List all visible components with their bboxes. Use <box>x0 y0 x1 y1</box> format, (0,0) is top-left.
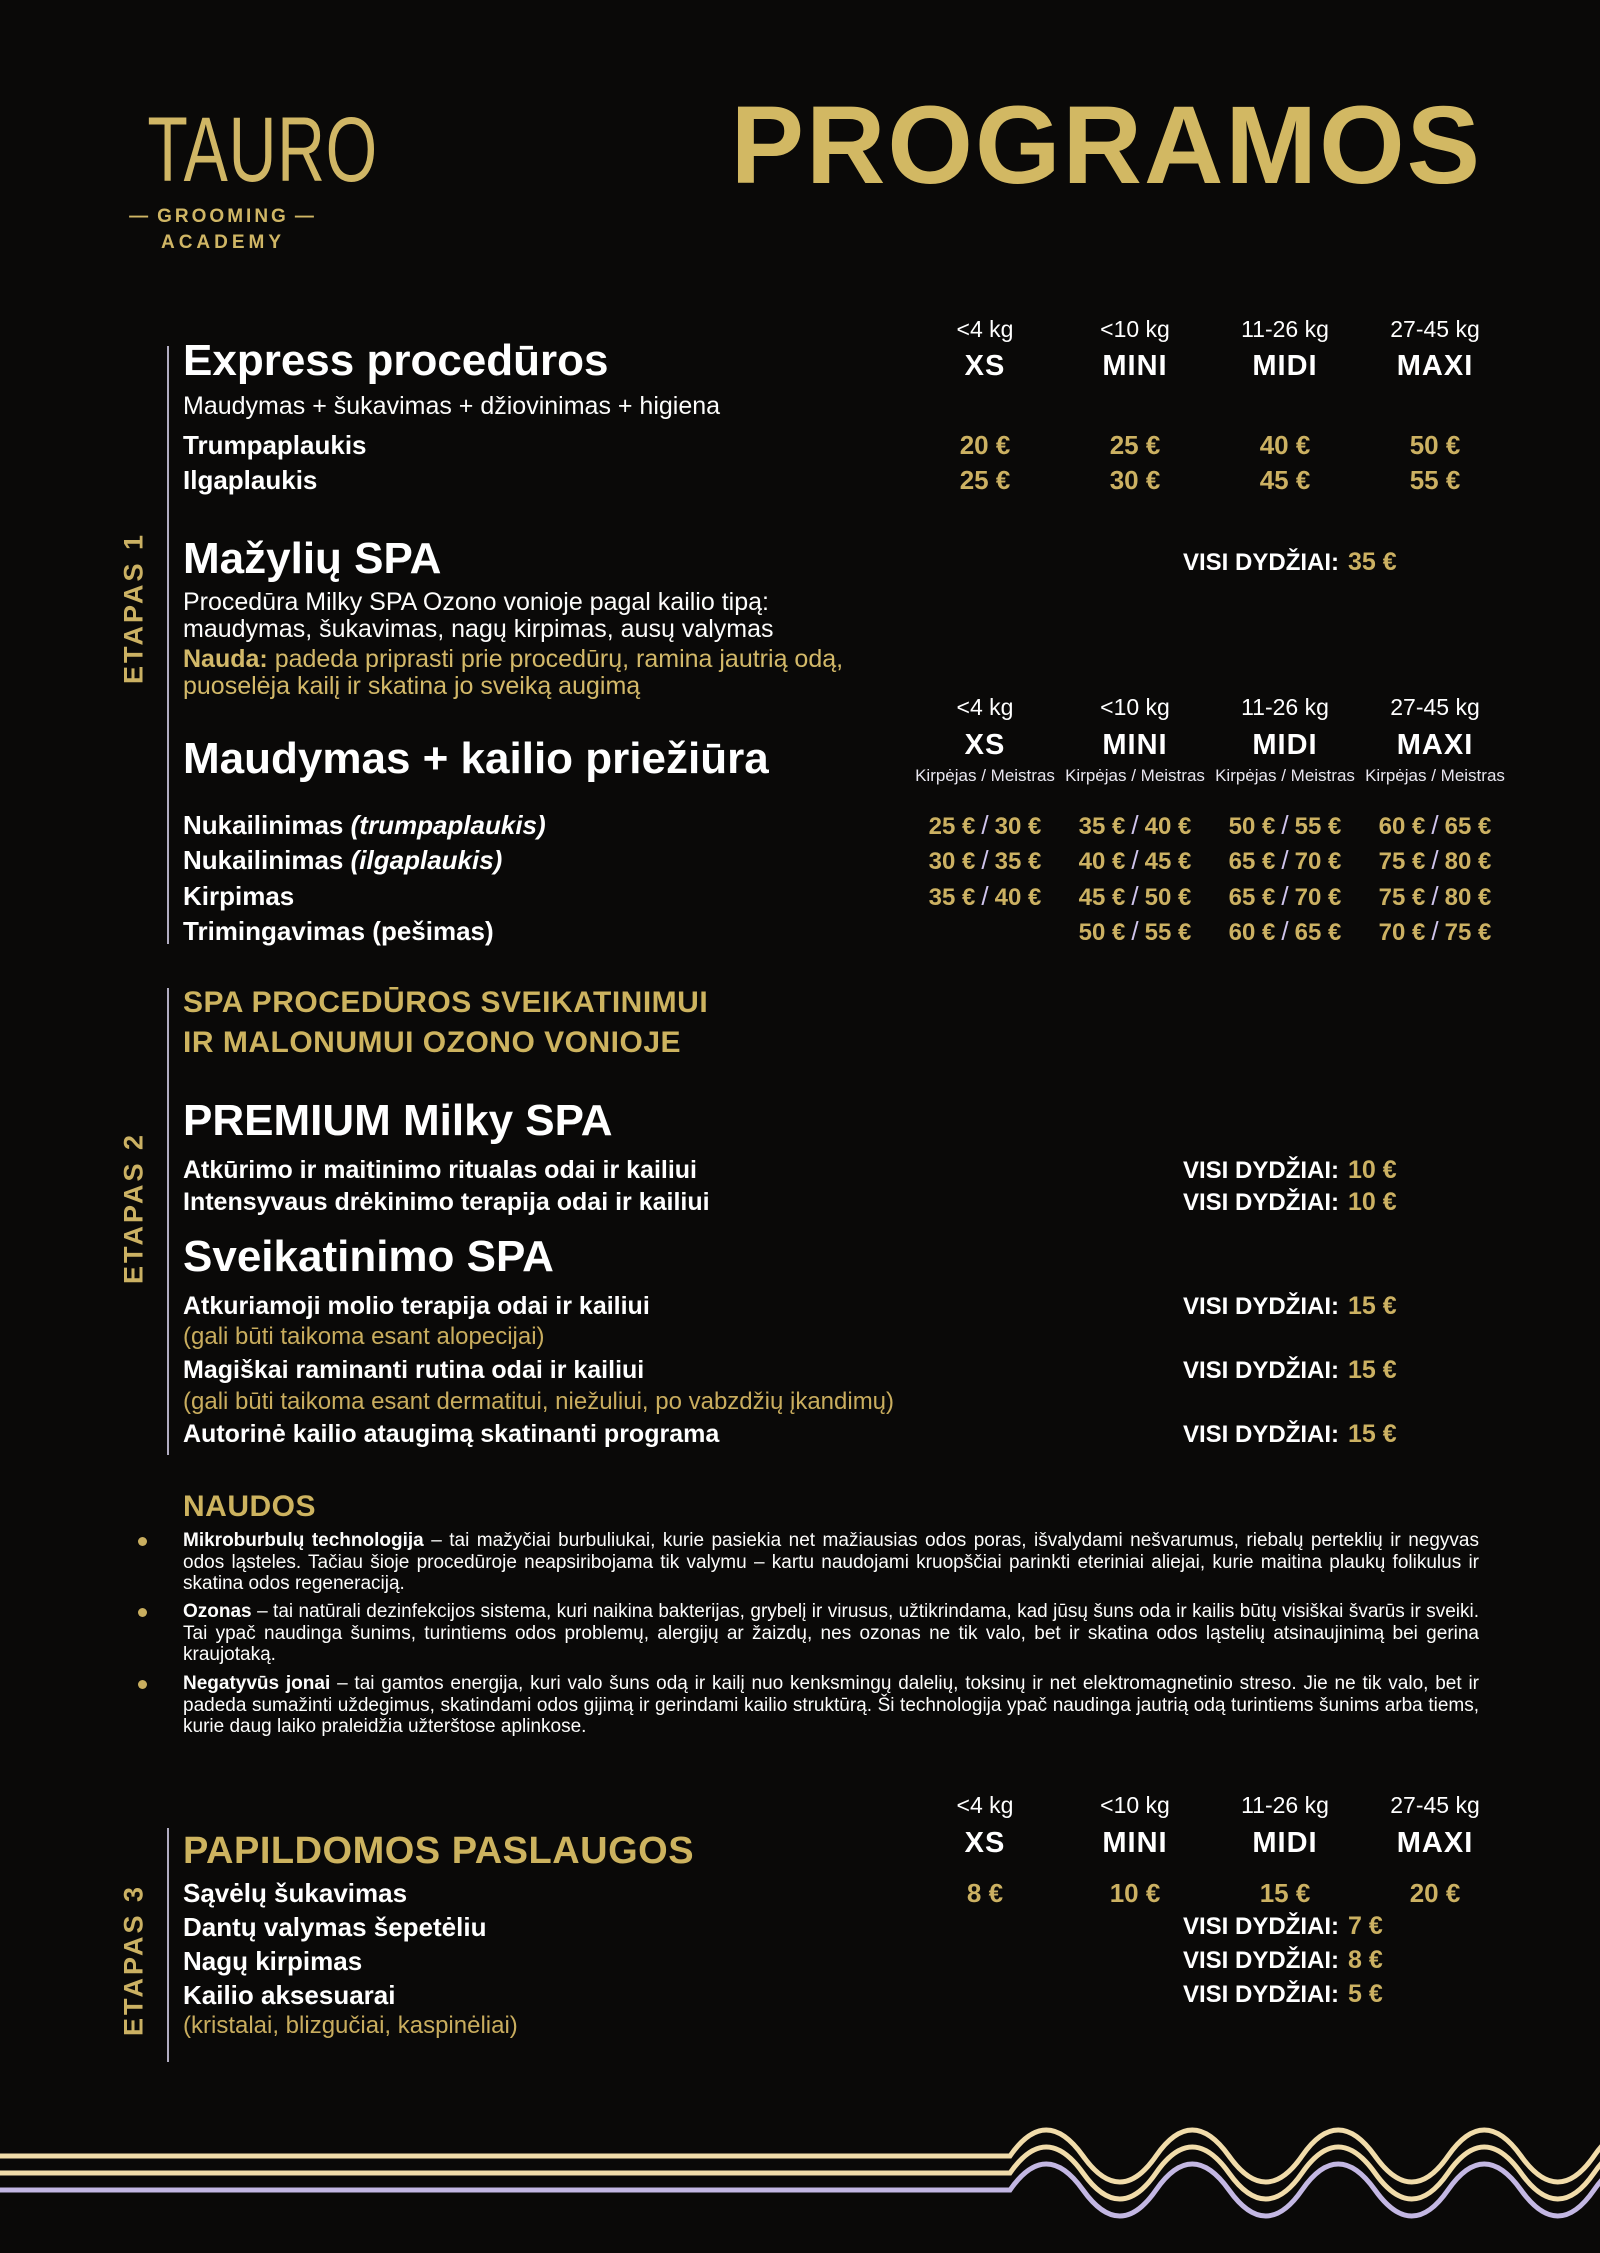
express-title: Express procedūros <box>183 336 609 385</box>
price-pair <box>910 881 1060 912</box>
service-row-label: Sąvėlų šukavimas <box>183 1878 408 1908</box>
price-pair <box>1210 810 1360 841</box>
price-value: 35 € <box>928 884 976 911</box>
health-spa-title: Sveikatinimo SPA <box>183 1232 554 1281</box>
price-pair <box>1360 916 1510 947</box>
price-value: 45 € <box>1144 848 1192 875</box>
price-value: 10 € <box>1348 1156 1397 1184</box>
size-header: MINI <box>1102 1827 1168 1859</box>
bullet-dot <box>138 1680 147 1689</box>
benefit-body: – tai mažyčiai burbuliukai, kurie pasiekia net mažiausias odos poras, išvalydami nešvarumus, riebalų perteklių ir negyvas odos ląsteles. Tačiau šioje procedūroje neapsiribojama tik valymu – kartu naudojami kruopščiai parinkti eteriniai aliejai, kurie maitina plaukų folikulus ir skatina odos regeneraciją. <box>183 1530 1479 1594</box>
price-value: 15 € <box>1348 1292 1397 1320</box>
price-separator: / <box>1281 810 1289 840</box>
page-title: PROGRAMOS <box>730 84 1482 207</box>
brand-logo <box>118 99 378 254</box>
size-header: MAXI <box>1396 350 1474 382</box>
price-separator: / <box>981 845 989 875</box>
price-value: 55 € <box>1409 465 1461 495</box>
all-sizes-label: VISI DYDŽIAI: <box>1183 1293 1340 1320</box>
all-sizes-price <box>1183 548 1397 577</box>
price-value: 70 € <box>1294 884 1342 911</box>
service-name: Nukailinimas <box>183 810 344 840</box>
service-row-label: Dantų valymas šepetėliu <box>183 1912 487 1942</box>
price-value: 40 € <box>1144 813 1192 840</box>
stage-1-label: ETAPAS 1 <box>118 531 149 684</box>
weight-header: <10 kg <box>1100 694 1170 720</box>
price-value: 25 € <box>928 813 976 840</box>
tier-sublabel: Kirpėjas / Meistras <box>1365 766 1505 785</box>
benefit-lead: Negatyvūs jonai <box>183 1673 331 1694</box>
benefit-line: puoselėja kailį ir skatina jo sveiką augimą <box>183 672 641 700</box>
benefit-line <box>183 645 843 674</box>
size-header: XS <box>964 729 1006 761</box>
all-sizes-price <box>1183 1946 1383 1975</box>
service-row-label: Trumpaplaukis <box>183 430 367 460</box>
size-header: MINI <box>1102 350 1168 382</box>
price-value: 35 € <box>1348 548 1397 576</box>
price-value: 65 € <box>1228 848 1276 875</box>
benefit-bullet <box>183 1673 1479 1738</box>
size-header: MAXI <box>1396 729 1474 761</box>
price-value: 7 € <box>1348 1912 1383 1940</box>
price-value: 30 € <box>1109 465 1161 495</box>
price-value: 10 € <box>1109 1878 1161 1908</box>
price-value: 55 € <box>1144 919 1192 946</box>
stage-3-label: ETAPAS 3 <box>118 1883 149 2037</box>
price-pair <box>1210 845 1360 876</box>
price-value: 25 € <box>959 465 1011 495</box>
service-row-label: Intensyvaus drėkinimo terapija odai ir kailiui <box>183 1188 710 1216</box>
price-separator: / <box>1431 810 1439 840</box>
service-note: (trumpaplaukis) <box>350 810 546 840</box>
price-value: 65 € <box>1444 813 1492 840</box>
bullet-dot <box>138 1537 147 1546</box>
price-value: 15 € <box>1348 1356 1397 1384</box>
stage-3-divider-line <box>167 1828 169 2062</box>
dash-decoration: — <box>294 206 317 227</box>
size-header: MINI <box>1102 729 1168 761</box>
price-pair <box>1060 916 1210 947</box>
spa-section-header-line: SPA PROCEDŪROS SVEIKATINIMUI <box>183 986 709 1019</box>
express-size-header-row <box>910 350 1510 383</box>
all-sizes-label: VISI DYDŽIAI: <box>1183 1981 1340 2008</box>
all-sizes-price <box>1183 1292 1397 1321</box>
all-sizes-label: VISI DYDŽIAI: <box>1183 1421 1340 1448</box>
price-value: 40 € <box>994 884 1042 911</box>
weight-header: 11-26 kg <box>1241 694 1329 720</box>
price-value: 15 € <box>1348 1420 1397 1448</box>
price-pair <box>1060 881 1210 912</box>
benefit-bullet <box>183 1601 1479 1666</box>
benefit-lead: Ozonas <box>183 1601 252 1622</box>
care-price-row <box>910 916 1510 947</box>
brand-name: TAURO <box>147 99 378 201</box>
price-separator: / <box>1131 916 1139 946</box>
benefit-body: – tai gamtos energija, kuri valo šuns odą ir kailį nuo kenksmingų dalelių, toksinų ir net elektromagnetinio streso. Jie ne tik valo, bet ir padeda sumažinti uždegimus, skatindami odos gijimą ir gerindami kailio struktūrą. Ši technologija ypač naudinga jautrią odą turintiems šunims arba tiems, kurie daug laiko praleidžia užterštose aplinkose. <box>183 1673 1479 1737</box>
service-note: (ilgaplaukis) <box>350 845 503 875</box>
price-pair <box>1060 845 1210 876</box>
all-sizes-price <box>1183 1156 1397 1185</box>
service-row-label: Autorinė kailio ataugimą skatinanti programa <box>183 1420 720 1448</box>
stage-1-divider-line <box>167 346 169 944</box>
price-pair <box>1210 916 1360 947</box>
price-pair <box>1360 845 1510 876</box>
all-sizes-label: VISI DYDŽIAI: <box>1183 1157 1340 1184</box>
premium-spa-title: PREMIUM Milky SPA <box>183 1096 613 1145</box>
bullet-dot <box>138 1608 147 1617</box>
spa-section-header-line: IR MALONUMUI OZONO VONIOJE <box>183 1026 682 1059</box>
price-value: 35 € <box>994 848 1042 875</box>
express-price-row <box>910 465 1510 496</box>
benefit-bullet <box>183 1530 1479 1595</box>
service-note: (gali būti taikoma esant alopecijai) <box>183 1323 545 1350</box>
price-value: 5 € <box>1348 1980 1383 2008</box>
benefit-body: – tai natūrali dezinfekcijos sistema, kuri naikina bakterijas, grybelį ir virusus, užtikrindama, kad jūsų šuns oda ir kailis būtų visiškai švarūs ir sveiki. Tai ypač naudinga šunims, turintiems odos problemų, alergijų ar žaizdų, nes ozonas ne tik valo, bet ir skatina odos ląstelių atsinaujinimą bei gerina kraujotaką. <box>183 1601 1479 1665</box>
price-separator: / <box>1431 845 1439 875</box>
size-header: MIDI <box>1252 729 1318 761</box>
care-price-row <box>910 845 1510 876</box>
all-sizes-price <box>1183 1420 1397 1449</box>
weight-header: <4 kg <box>956 1792 1014 1818</box>
price-pair <box>1210 881 1360 912</box>
size-header: XS <box>964 350 1006 382</box>
service-row-label: Ilgaplaukis <box>183 465 318 495</box>
all-sizes-price <box>1183 1188 1397 1217</box>
brand-subtitle-text: GROOMING <box>157 206 289 227</box>
care-title: Maudymas + kailio priežiūra <box>183 734 769 783</box>
weight-header: <4 kg <box>956 316 1014 342</box>
express-price-row <box>910 430 1510 461</box>
benefit-text: padeda priprasti prie procedūrų, ramina jautrią odą, <box>274 645 844 673</box>
all-sizes-label: VISI DYDŽIAI: <box>1183 1189 1340 1216</box>
extras-size-header-row <box>910 1827 1510 1860</box>
care-tier-header-row <box>910 766 1510 786</box>
price-value: 40 € <box>1259 430 1311 460</box>
all-sizes-label: VISI DYDŽIAI: <box>1183 1357 1340 1384</box>
tier-sublabel: Kirpėjas / Meistras <box>1065 766 1205 785</box>
care-weight-header-row <box>910 694 1510 721</box>
spa-description-line: Procedūra Milky SPA Ozono vonioje pagal kailio tipą: <box>183 588 769 616</box>
size-header: MIDI <box>1252 1827 1318 1859</box>
price-value: 70 € <box>1294 848 1342 875</box>
all-sizes-price <box>1183 1912 1383 1941</box>
extras-weight-header-row <box>910 1792 1510 1819</box>
price-separator: / <box>981 810 989 840</box>
size-header: MAXI <box>1396 1827 1474 1859</box>
service-note: (gali būti taikoma esant dermatitui, niežuliui, po vabzdžių įkandimų) <box>183 1388 895 1415</box>
tier-sublabel: Kirpėjas / Meistras <box>1215 766 1355 785</box>
price-value: 50 € <box>1409 430 1461 460</box>
all-sizes-label: VISI DYDŽIAI: <box>1183 549 1340 576</box>
price-value: 35 € <box>1078 813 1126 840</box>
service-row-label: Kailio aksesuarai <box>183 1980 396 2010</box>
express-subtitle: Maudymas + šukavimas + džiovinimas + higiena <box>183 392 721 420</box>
weight-header: 27-45 kg <box>1390 694 1480 720</box>
price-value: 45 € <box>1259 465 1311 495</box>
price-pair <box>1360 810 1510 841</box>
extras-title: PAPILDOMOS PASLAUGOS <box>183 1830 695 1872</box>
price-value: 80 € <box>1444 848 1492 875</box>
care-price-row <box>910 810 1510 841</box>
price-value: 45 € <box>1078 884 1126 911</box>
price-value: 30 € <box>994 813 1042 840</box>
price-separator: / <box>1281 845 1289 875</box>
mazyliu-spa-title: Mažylių SPA <box>183 534 442 583</box>
price-value: 80 € <box>1444 884 1492 911</box>
service-row-label: Atkūrimo ir maitinimo ritualas odai ir kailiui <box>183 1156 698 1184</box>
spa-description-line: maudymas, šukavimas, nagų kirpimas, ausų valymas <box>183 615 774 643</box>
weight-header: 27-45 kg <box>1390 1792 1480 1818</box>
tier-sublabel: Kirpėjas / Meistras <box>915 766 1055 785</box>
price-separator: / <box>1131 845 1139 875</box>
benefits-title: NAUDOS <box>183 1490 317 1523</box>
weight-header: <10 kg <box>1100 316 1170 342</box>
price-value: 55 € <box>1294 813 1342 840</box>
weight-header: <4 kg <box>956 694 1014 720</box>
weight-header: 11-26 kg <box>1241 316 1329 342</box>
price-value: 60 € <box>1378 813 1426 840</box>
price-value: 50 € <box>1078 919 1126 946</box>
price-separator: / <box>1131 881 1139 911</box>
stage-2-label: ETAPAS 2 <box>118 1131 149 1284</box>
price-separator: / <box>1431 916 1439 946</box>
wave-decoration <box>0 2100 1600 2240</box>
service-row-label: Atkuriamoji molio terapija odai ir kailiui <box>183 1292 650 1320</box>
price-value: 8 € <box>1348 1946 1383 1974</box>
size-header: MIDI <box>1252 350 1318 382</box>
price-value: 40 € <box>1078 848 1126 875</box>
price-value: 25 € <box>1109 430 1161 460</box>
weight-header: 27-45 kg <box>1390 316 1480 342</box>
price-value: 8 € <box>966 1878 1004 1908</box>
price-separator: / <box>1281 881 1289 911</box>
care-price-row <box>910 881 1510 912</box>
price-pair <box>1360 881 1510 912</box>
benefit-label: Nauda: <box>183 645 268 673</box>
size-header: XS <box>964 1827 1006 1859</box>
weight-header: 11-26 kg <box>1241 1792 1329 1818</box>
price-value: 75 € <box>1444 919 1492 946</box>
price-separator: / <box>1131 810 1139 840</box>
stage-2-divider-line <box>167 988 169 1455</box>
weight-header: <10 kg <box>1100 1792 1170 1818</box>
all-sizes-label: VISI DYDŽIAI: <box>1183 1913 1340 1940</box>
price-value: 50 € <box>1144 884 1192 911</box>
price-separator: / <box>1431 881 1439 911</box>
price-value: 65 € <box>1228 884 1276 911</box>
dash-decoration: — <box>129 206 152 227</box>
care-size-header-row <box>910 729 1510 762</box>
express-weight-header-row <box>910 316 1510 343</box>
price-value: 10 € <box>1348 1188 1397 1216</box>
price-value: 60 € <box>1228 919 1276 946</box>
price-pair <box>910 845 1060 876</box>
price-value: 15 € <box>1259 1878 1311 1908</box>
price-value: 50 € <box>1228 813 1276 840</box>
service-row-label: Kirpimas <box>183 881 295 911</box>
service-row-label <box>183 810 546 841</box>
price-value: 70 € <box>1378 919 1426 946</box>
price-value: 75 € <box>1378 848 1426 875</box>
brand-subtitle <box>118 206 328 228</box>
price-pair <box>910 810 1060 841</box>
all-sizes-price <box>1183 1980 1383 2009</box>
price-value: 20 € <box>959 430 1011 460</box>
all-sizes-label: VISI DYDŽIAI: <box>1183 1947 1340 1974</box>
service-row-label: Magiškai raminanti rutina odai ir kailiui <box>183 1356 645 1384</box>
price-separator: / <box>981 881 989 911</box>
service-row-label: Nagų kirpimas <box>183 1946 363 1976</box>
service-row-label: Trimingavimas (pešimas) <box>183 916 494 946</box>
price-value: 20 € <box>1409 1878 1461 1908</box>
benefit-lead: Mikroburbulų technologija <box>183 1530 424 1551</box>
all-sizes-price <box>1183 1356 1397 1385</box>
price-separator: / <box>1281 916 1289 946</box>
service-name: Nukailinimas <box>183 845 344 875</box>
service-row-label <box>183 845 502 876</box>
extras-price-row <box>910 1878 1510 1909</box>
price-value: 30 € <box>928 848 976 875</box>
price-value: 75 € <box>1378 884 1426 911</box>
brand-subtitle-2: ACADEMY <box>160 232 286 253</box>
price-pair <box>1060 810 1210 841</box>
service-note: (kristalai, blizgučiai, kaspinėliai) <box>183 2012 518 2039</box>
price-value: 65 € <box>1294 919 1342 946</box>
